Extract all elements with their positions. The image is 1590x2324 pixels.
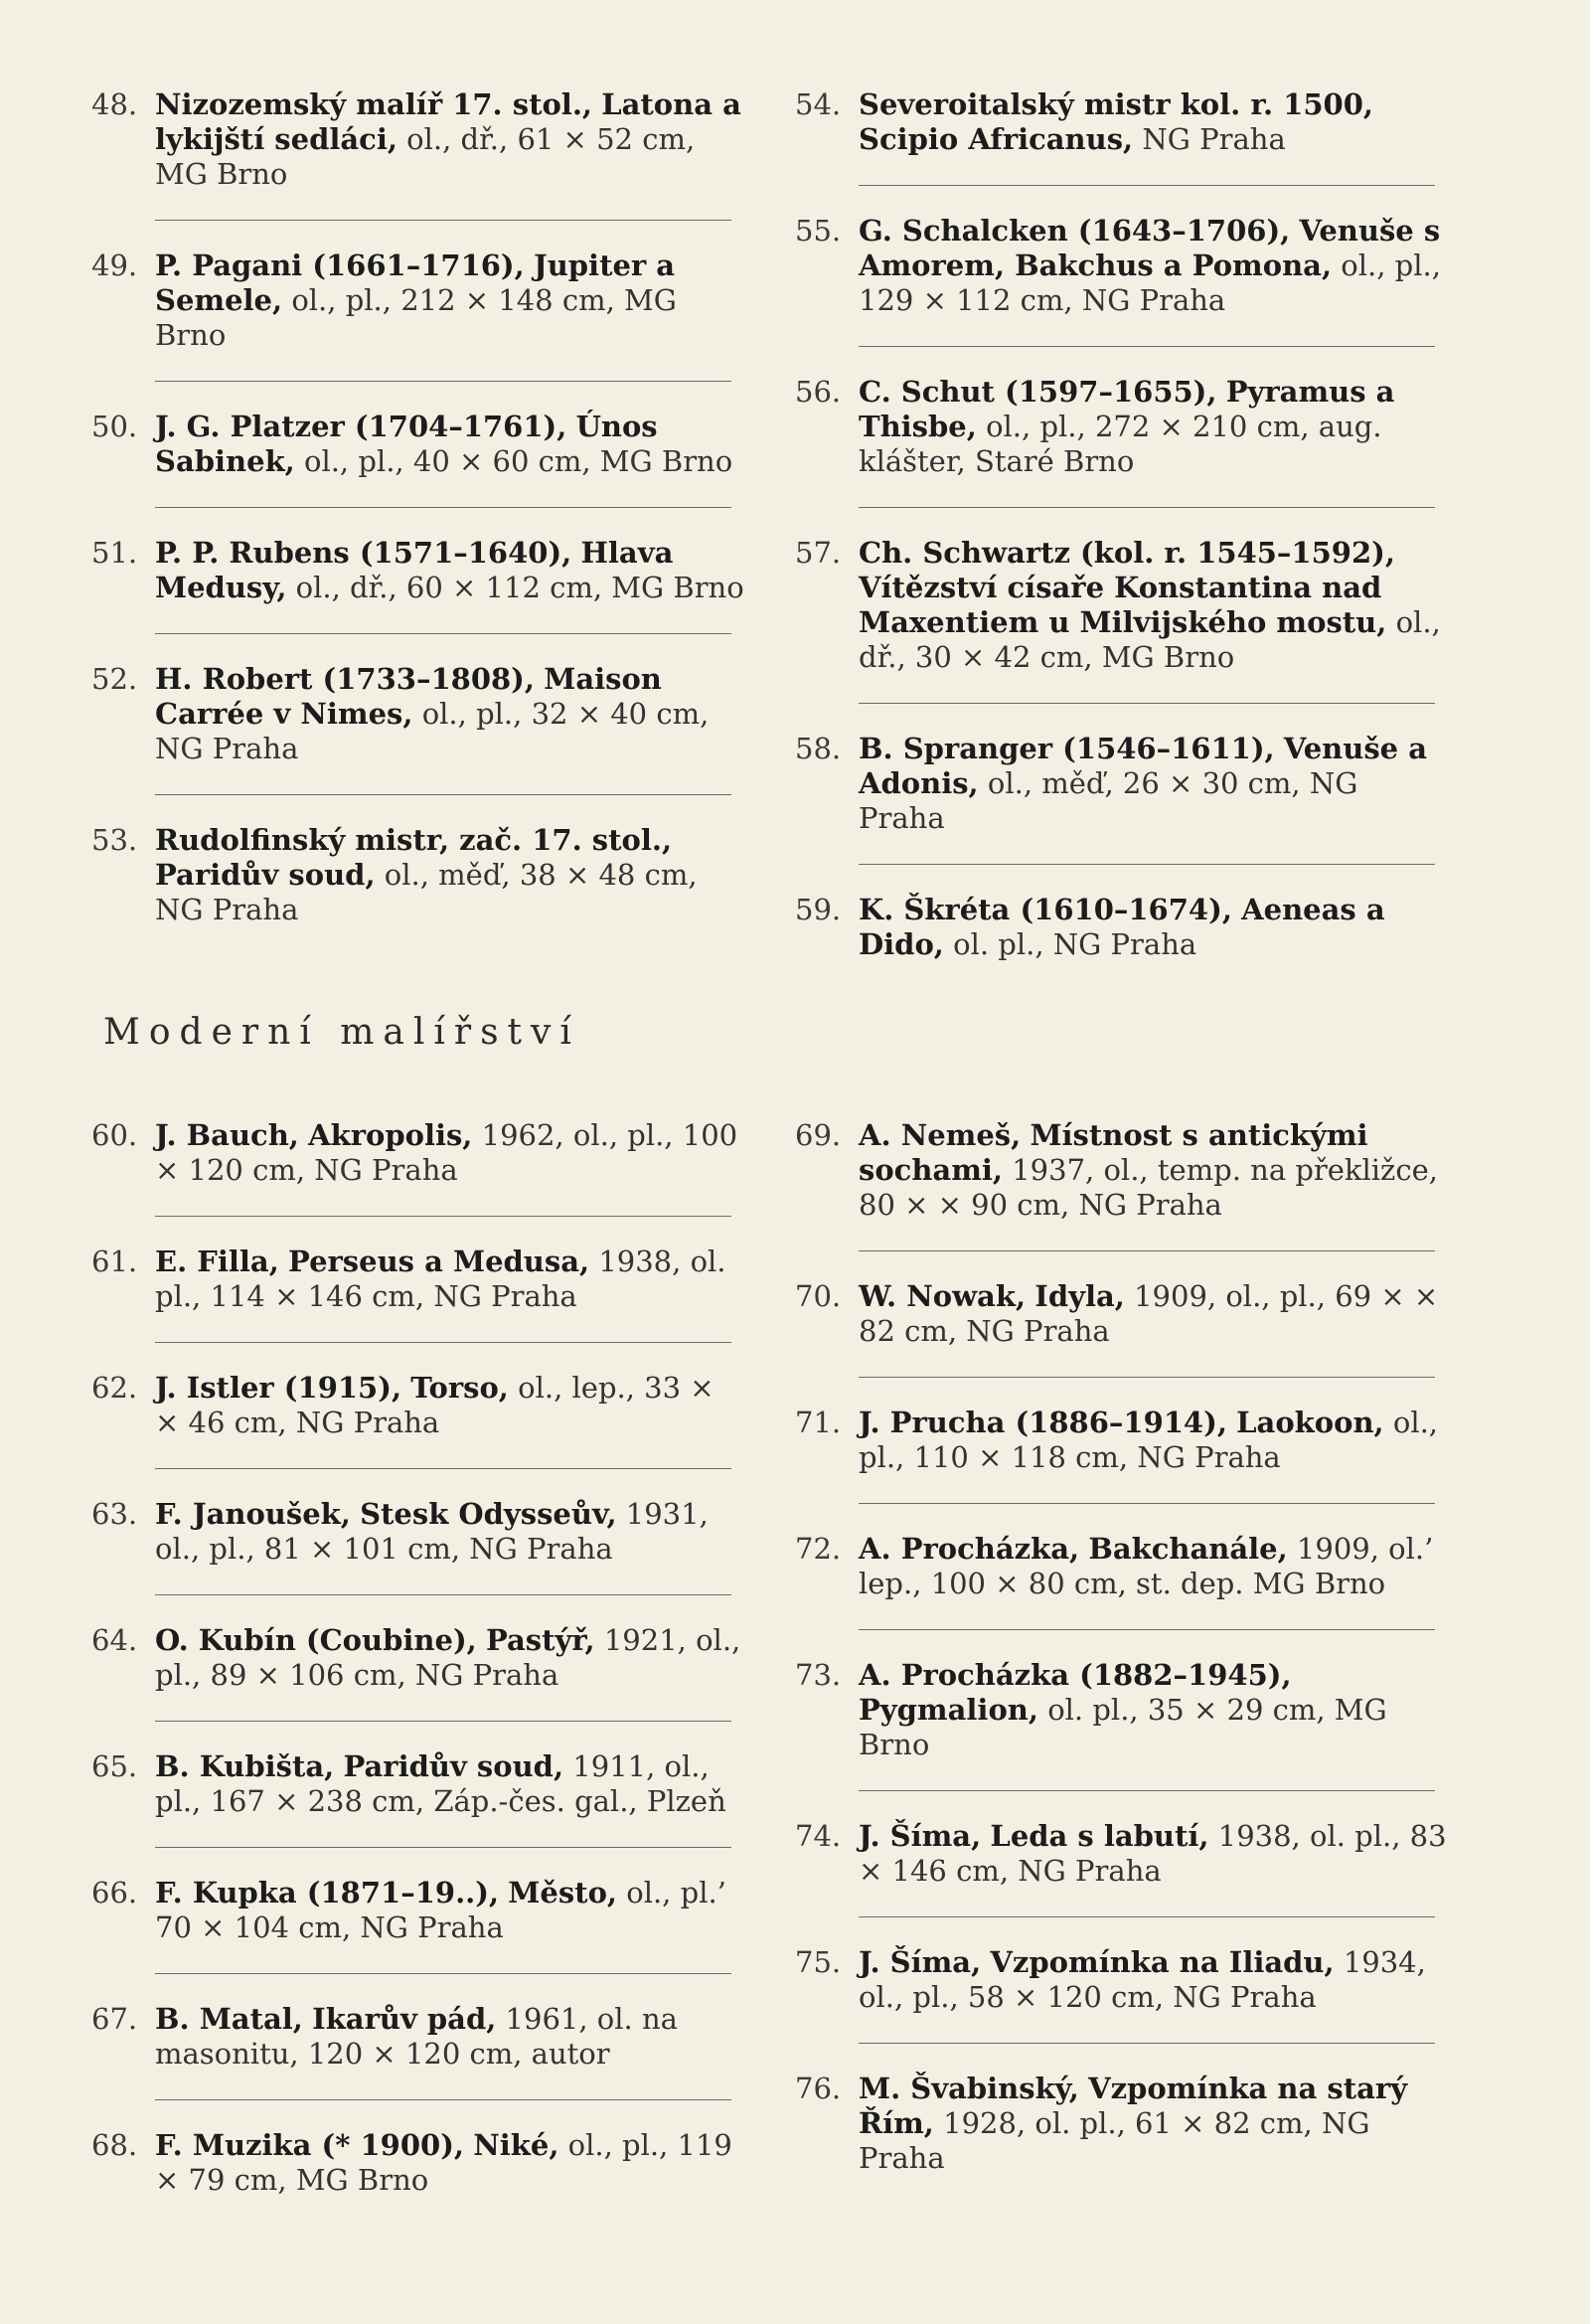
catalogue-entry [795,893,1451,962]
entry-details: ol., pl., 272 × 210 cm, aug. klášter, Staré Brno [859,410,1382,478]
entry-title: Laokoon, [1236,1406,1384,1439]
entry-details: ol., pl., 40 × 60 cm, MG Brno [303,444,733,478]
entry-details: ol. pl., NG Praha [953,927,1197,961]
entry-artist: Severoitalský mistr kol. r. 1500, [859,87,1373,121]
catalogue-entry [795,1819,1451,1889]
catalogue-entry [795,1406,1451,1475]
entry-number: 69. [795,1118,842,1152]
entry-title: Venuše s Amorem, Bakchus a Pomona, [859,214,1441,282]
entry-details: 1938, ol. pl., 114 × 146 cm, NG Praha [155,1245,726,1313]
catalogue-entry [91,1118,747,1188]
entry-divider [859,185,1435,186]
entry-title: Akropolis, [308,1118,473,1152]
entry-details: 1938, ol. pl., 83 × 146 cm, NG Praha [859,1819,1447,1888]
entry-artist: A. Procházka, [859,1532,1080,1566]
entry-artist: Rudolfinský mistr, zač. 17. stol., [155,823,673,857]
catalogue-entry [795,1945,1451,2015]
entry-artist: P. P. Rubens (1571–1640), [155,536,572,570]
entry-details: 1962, ol., pl., 100 × 120 cm, NG Praha [155,1118,738,1187]
entry-artist: C. Schut (1597–1655), [859,375,1217,409]
entry-artist: H. Robert (1733–1808), [155,662,535,696]
entry-artist: J. Istler (1915), [155,1371,402,1405]
entry-number: 63. [91,1497,138,1531]
entry-artist: F. Kupka (1871–19..), [155,1876,500,1909]
catalogue-entry [91,1876,747,1945]
entry-title: Leda s labutí, [990,1819,1209,1853]
entry-details: ol., pl., 32 × 40 cm, NG Praha [155,697,710,765]
entry-artist: O. Kubín (Coubine), [155,1623,477,1657]
entry-number: 52. [91,662,138,696]
entry-details: 1937, ol., temp. na překližce, 80 × × 90 cm, NG Praha [859,1153,1438,1222]
modern-column-right [795,1118,1451,2176]
entry-details: ol., měď, 38 × 48 cm, NG Praha [155,858,698,926]
catalogue-entry [795,1658,1451,1762]
entry-details: ol. pl., 35 × 29 cm, MG Brno [859,1693,1387,1761]
catalogue-entry [795,214,1451,318]
catalogue-entry [91,410,747,479]
entry-details: NG Praha [1142,122,1286,156]
entry-details: 1909, ol.’ lep., 100 × 80 cm, st. dep. MG Brno [859,1532,1434,1600]
entry-details: ol., pl., 212 × 148 cm, MG Brno [155,283,677,352]
entry-number: 54. [795,87,842,121]
entry-details: 1911, ol., pl., 167 × 238 cm, Záp.-čes. gal., Plzeň [155,1749,726,1818]
entry-title: Pyramus a Thisbe, [859,375,1395,443]
catalogue-entry [795,375,1451,479]
catalogue-entry [91,1497,747,1567]
entry-details: ol., dř., 60 × 112 cm, MG Brno [295,571,744,604]
entry-number: 60. [91,1118,138,1152]
entry-details: 1961, ol. na masonitu, 120 × 120 cm, autor [155,2002,678,2071]
entry-artist: Ch. Schwartz (kol. r. 1545–1592), [859,536,1395,570]
entry-artist: A. Procházka (1882–1945), [859,1658,1292,1692]
entry-divider [155,1847,731,1848]
catalogue-entry [795,732,1451,836]
entry-divider [859,346,1435,347]
entry-number: 62. [91,1371,138,1405]
entry-artist: F. Muzika (* 1900), [155,2128,465,2162]
catalogue-entry [795,2072,1451,2176]
entry-title: Hlava Medusy, [155,536,674,604]
entry-artist: A. Nemeš, [859,1118,1022,1152]
entry-title: Vítězství císaře Konstantina nad Maxentiem u Milvijského mostu, [859,571,1387,639]
entry-divider [155,1216,731,1217]
entry-number: 64. [91,1623,138,1657]
entry-artist: J. Prucha (1886–1914), [859,1406,1227,1439]
entry-artist: B. Matal, [155,2002,303,2036]
entry-artist: F. Janoušek, [155,1497,351,1531]
catalogue-entry [91,536,747,605]
entry-divider [155,220,731,221]
entry-title: Maison Carrée v Nimes, [155,662,662,731]
entry-title: Pygmalion, [859,1693,1038,1727]
catalogue-entry [91,662,747,766]
entry-number: 58. [795,732,842,765]
catalogue-entry [91,1749,747,1819]
entry-divider [859,1377,1435,1378]
entry-title: Únos Sabinek, [155,410,658,478]
entry-details: 1909, ol., pl., 69 × × 82 cm, NG Praha [859,1279,1439,1348]
entry-title: Místnost s antickými sochami, [859,1118,1368,1187]
entry-title: Aeneas a Dido, [859,893,1385,961]
entry-divider [155,2099,731,2100]
entry-divider [859,2043,1435,2044]
entry-number: 66. [91,1876,138,1909]
catalogue-entry [795,1279,1451,1349]
entry-title: Paridův soud, [155,858,376,892]
catalogue-entry [91,2128,747,2198]
entry-title: Venuše a Adonis, [859,732,1427,800]
entry-details: 1931, ol., pl., 81 × 101 cm, NG Praha [155,1497,709,1566]
entry-artist: B. Spranger (1546–1611), [859,732,1275,765]
entry-divider [155,1594,731,1595]
entry-divider [155,794,731,795]
entry-details: 1934, ol., pl., 58 × 120 cm, NG Praha [859,1945,1426,2014]
entry-artist: J. Bauch, [155,1118,299,1152]
entry-title: Perseus a Medusa, [288,1245,590,1278]
entry-divider [155,1973,731,1974]
entry-number: 72. [795,1532,842,1566]
catalogue-entry [795,1118,1451,1223]
entry-artist: P. Pagani (1661–1716), [155,249,525,282]
entry-details: 1928, ol. pl., 61 × 82 cm, NG Praha [859,2106,1370,2175]
entry-artist: E. Filla, [155,1245,279,1278]
entry-artist: K. Škréta (1610–1674), [859,893,1232,926]
entry-details: 1921, ol., pl., 89 × 106 cm, NG Praha [155,1623,741,1692]
entry-artist: Nizozemský malíř 17. stol., [155,87,593,121]
entry-number: 48. [91,87,138,121]
entry-number: 59. [795,893,842,926]
catalogue-entry [795,87,1451,157]
catalogue-entry [91,249,747,353]
entry-number: 57. [795,536,842,570]
entry-artist: J. Šíma, [859,1945,982,1979]
catalogue-entry [91,1245,747,1314]
entry-number: 70. [795,1279,842,1313]
entry-title: Idyla, [1034,1279,1125,1313]
entry-divider [155,507,731,508]
modern-column-left [91,1118,747,2198]
old-masters-column-left [91,87,747,927]
entry-details: ol., dř., 30 × 42 cm, MG Brno [859,605,1441,674]
entry-divider [859,1250,1435,1251]
entry-title: Niké, [473,2128,559,2162]
entry-divider [859,1503,1435,1504]
entry-details: ol., lep., 33 × × 46 cm, NG Praha [155,1371,715,1439]
entry-divider [155,1721,731,1722]
catalogue-entry [795,536,1451,675]
entry-divider [859,1629,1435,1630]
entry-details: ol., pl., 110 × 118 cm, NG Praha [859,1406,1439,1474]
entry-artist: B. Kubišta, [155,1749,335,1783]
entry-title: Jupiter a Semele, [155,249,676,317]
entry-title: Stesk Odysseův, [360,1497,617,1531]
entry-details: ol., dř., 61 × 52 cm, MG Brno [155,122,696,191]
entry-artist: G. Schalcken (1643–1706), [859,214,1291,248]
entry-title: Pastýř, [485,1623,595,1657]
catalogue-entry [91,1371,747,1440]
entry-divider [155,381,731,382]
entry-title: Paridův soud, [343,1749,564,1783]
entry-divider [155,1342,731,1343]
entry-details: ol., pl., 129 × 112 cm, NG Praha [859,249,1441,317]
entry-number: 73. [795,1658,842,1692]
entry-divider [155,1468,731,1469]
entry-details: ol., pl., 119 × 79 cm, MG Brno [155,2128,732,2197]
entry-artist: M. Švabinský, [859,2072,1079,2105]
entry-title: Vzpomínka na Iliadu, [990,1945,1335,1979]
entry-artist: J. G. Platzer (1704–1761), [155,410,567,443]
entry-number: 76. [795,2072,842,2105]
entry-number: 75. [795,1945,842,1979]
entry-number: 51. [91,536,138,570]
entry-title: Latona a lykijští sedláci, [155,87,741,156]
entry-number: 53. [91,823,138,857]
entry-divider [859,1790,1435,1791]
entry-divider [859,1916,1435,1917]
entry-title: Torso, [410,1371,509,1405]
entry-number: 65. [91,1749,138,1783]
entry-number: 68. [91,2128,138,2162]
entry-divider [859,864,1435,865]
entry-divider [155,633,731,634]
entry-artist: J. Šíma, [859,1819,982,1853]
entry-details: ol., pl.’ 70 × 104 cm, NG Praha [155,1876,726,1944]
entry-number: 74. [795,1819,842,1853]
entry-number: 56. [795,375,842,409]
entry-divider [859,703,1435,704]
entry-divider [859,507,1435,508]
entry-title: Vzpomínka na starý Řím, [859,2072,1408,2140]
entry-number: 67. [91,2002,138,2036]
entry-number: 50. [91,410,138,443]
catalogue-entry [795,1532,1451,1601]
entry-artist: W. Nowak, [859,1279,1027,1313]
entry-title: Bakchanále, [1088,1532,1288,1566]
entry-number: 49. [91,249,138,282]
entry-title: Scipio Africanus, [859,122,1134,156]
catalogue-entry [91,87,747,192]
catalogue-entry [91,2002,747,2072]
entry-number: 55. [795,214,842,248]
catalogue-entry [91,1623,747,1693]
entry-details: ol., měď, 26 × 30 cm, NG Praha [859,766,1358,835]
section-heading-modern-painting: Moderní malířství [103,1012,580,1053]
entry-title: Město, [508,1876,618,1909]
entry-number: 61. [91,1245,138,1278]
old-masters-column-right [795,87,1451,962]
entry-title: Ikarův pád, [312,2002,497,2036]
catalogue-entry [91,823,747,927]
entry-number: 71. [795,1406,842,1439]
